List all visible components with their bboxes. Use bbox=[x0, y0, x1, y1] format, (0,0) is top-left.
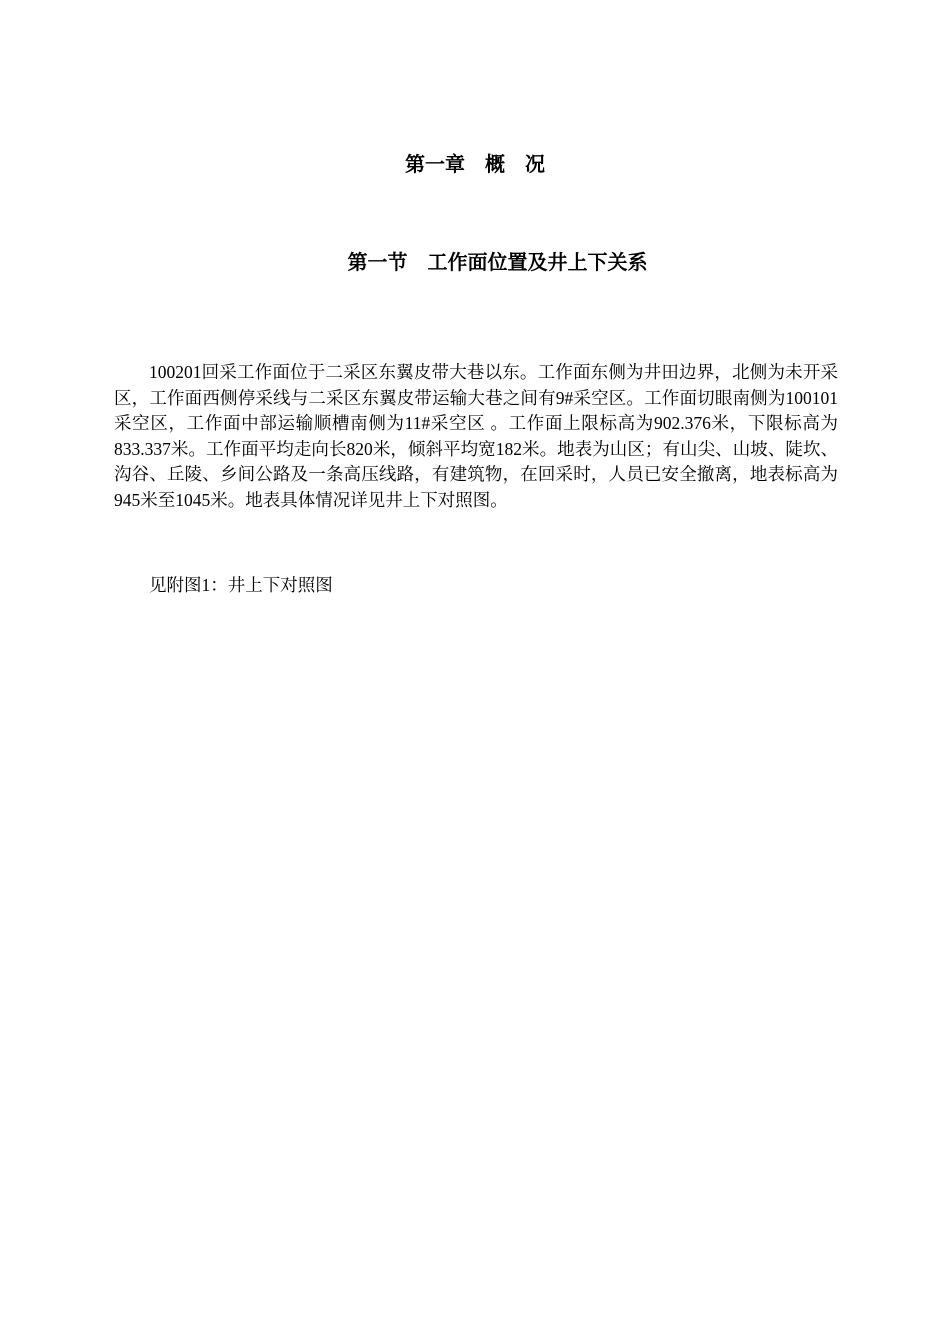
section-title: 第一节 工作面位置及井上下关系 bbox=[347, 250, 648, 274]
figure-reference: 见附图1：井上下对照图 bbox=[149, 575, 333, 595]
body-paragraph: 100201回采工作面位于二采区东翼皮带大巷以东。工作面东侧为井田边界，北侧为未开采区，工作面西侧停采线与二采区东翼皮带运输大巷之间有9#采空区。工作面切眼南侧为100101采空区，工作面中部运输顺槽南侧为11#采空区 。工作面上限标高为902.376米，下限标高为833.337米。工作面平均走向长820米，倾斜平均宽182米。地表为山区；有山尖、山坡、陡坎、沟谷、丘陵、乡间公路及一条高压线路，有建筑物，在回采时，人员已安全撤离，地表标高为945米至1045米。地表具体情况详见井上下对照图。 bbox=[114, 362, 838, 510]
chapter-title: 第一章 概 况 bbox=[405, 152, 545, 176]
